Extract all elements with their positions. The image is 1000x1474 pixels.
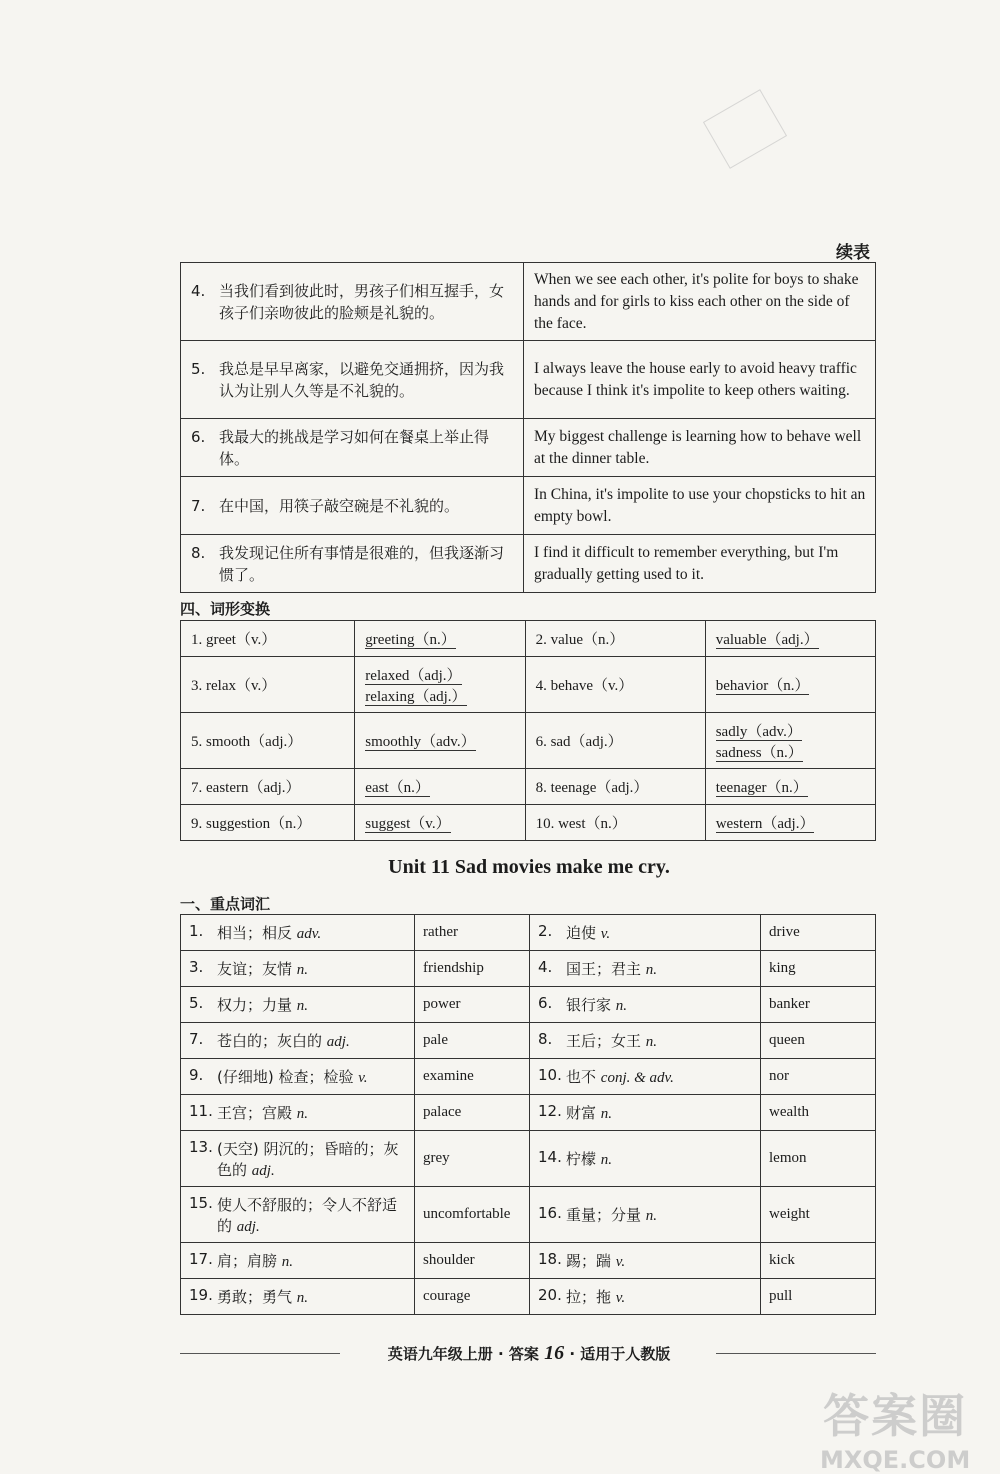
vocabulary-title: 一、重点词汇 <box>180 895 271 913</box>
word-forms-title: 四、词形变换 <box>180 600 271 618</box>
vocab-meaning-text: 王宫；宫殿 <box>217 1104 293 1122</box>
sentence-chinese-text: 我总是早早离家，以避免交通拥挤，因为我认为让别人久等是不礼貌的。 <box>219 359 505 400</box>
vocab-english: pull <box>761 1279 876 1315</box>
word-form-answer-cell <box>705 769 875 805</box>
corner-stamp <box>703 89 787 169</box>
vocab-english: grey <box>415 1131 530 1187</box>
vocab-meaning <box>566 1286 625 1307</box>
vocab-number: 19. <box>189 1286 213 1304</box>
part-of-speech: n. <box>296 1106 309 1122</box>
vocab-chinese <box>538 1066 752 1087</box>
vocab-chinese-cell <box>181 1279 415 1315</box>
part-of-speech: n. <box>600 1152 613 1168</box>
word-form-answer-cell <box>355 621 525 657</box>
vocab-number: 3. <box>189 958 204 976</box>
vocab-row <box>181 1243 876 1279</box>
part-of-speech: n. <box>600 1106 613 1122</box>
vocab-english: queen <box>761 1023 876 1059</box>
vocab-number: 2. <box>538 922 553 940</box>
word-form-row <box>181 805 876 841</box>
answer-text: western（adj.） <box>715 816 815 832</box>
answer-text: smoothly（adv.） <box>365 734 476 750</box>
vocab-english: lemon <box>761 1131 876 1187</box>
vocab-meaning-text: 财富 <box>566 1104 597 1122</box>
word-form-answer <box>365 685 514 706</box>
vocab-chinese-cell <box>530 987 761 1023</box>
vocab-meaning <box>217 994 308 1015</box>
vocab-chinese-cell <box>181 951 415 987</box>
sentence-chinese-text: 当我们看到彼此时，男孩子们相互握手，女孩子们亲吻彼此的脸颊是礼貌的。 <box>219 281 505 322</box>
vocab-chinese-cell <box>530 1023 761 1059</box>
page-footer <box>0 1342 1000 1365</box>
sentence-chinese <box>191 542 515 586</box>
vocab-meaning-text: 友谊；友情 <box>217 960 293 978</box>
vocab-meaning-text: 迫使 <box>566 924 597 942</box>
footer-edition: · 适用于人教版 <box>569 1345 671 1363</box>
vocab-english: uncomfortable <box>415 1187 530 1243</box>
sentence-row <box>181 419 876 477</box>
word-form-answer <box>716 674 865 695</box>
sentence-chinese-cell <box>181 477 524 535</box>
sentence-number: 4. <box>191 281 206 300</box>
answer-text: sadly（adv.） <box>715 723 802 740</box>
word-form-question: 8. teenage（adj.） <box>525 769 705 805</box>
vocab-english: power <box>415 987 530 1023</box>
vocab-number: 18. <box>538 1250 562 1268</box>
word-form-question: 7. eastern（adj.） <box>181 769 355 805</box>
sentence-table <box>180 262 876 593</box>
sentence-english-cell <box>524 341 876 419</box>
word-form-answer <box>716 741 865 762</box>
part-of-speech: adv. <box>296 926 322 942</box>
vocab-english: nor <box>761 1059 876 1095</box>
word-form-answer <box>365 664 514 685</box>
vocab-row <box>181 951 876 987</box>
sentence-chinese-text: 在中国，用筷子敲空碗是不礼貌的。 <box>219 496 460 515</box>
part-of-speech: n. <box>296 962 309 978</box>
word-form-question: 5. smooth（adj.） <box>181 713 355 769</box>
sentence-chinese-text: 我最大的挑战是学习如何在餐桌上举止得体。 <box>219 427 490 468</box>
vocab-chinese <box>189 1030 406 1051</box>
word-form-answer <box>365 812 514 833</box>
sentence-english-text: My biggest challenge is learning how to behave well at the dinner table. <box>534 427 862 467</box>
vocab-meaning <box>217 1030 350 1051</box>
word-form-answer <box>365 776 514 797</box>
vocab-english: banker <box>761 987 876 1023</box>
vocab-meaning-text: 相当；相反 <box>217 924 293 942</box>
vocab-meaning <box>217 1066 368 1087</box>
vocab-meaning <box>566 958 657 979</box>
answer-text: relaxed（adj.） <box>365 667 462 684</box>
sentence-chinese <box>191 280 515 324</box>
vocab-chinese <box>538 1102 752 1123</box>
vocab-meaning <box>217 1286 308 1307</box>
vocab-chinese <box>189 1138 406 1180</box>
footer-book-title: 英语九年级上册 · 答案 <box>387 1345 539 1363</box>
part-of-speech: n. <box>296 1290 309 1306</box>
vocab-meaning <box>217 922 321 943</box>
vocab-number: 1. <box>189 922 204 940</box>
watermark-url: MXQE.COM <box>820 1446 971 1474</box>
word-form-row <box>181 621 876 657</box>
vocab-chinese-cell <box>181 987 415 1023</box>
sentence-row <box>181 535 876 593</box>
watermark-text: 答案圈 <box>823 1389 968 1443</box>
vocab-english: wealth <box>761 1095 876 1131</box>
vocab-meaning-text: 拉；拖 <box>566 1288 612 1306</box>
sentence-row <box>181 477 876 535</box>
sentence-chinese-cell <box>181 419 524 477</box>
vocab-chinese-cell <box>181 1187 415 1243</box>
vocab-number: 4. <box>538 958 553 976</box>
vocab-chinese <box>538 1148 752 1169</box>
answer-text: valuable（adj.） <box>715 632 819 648</box>
sentence-chinese-cell <box>181 535 524 593</box>
vocab-chinese <box>538 1030 752 1051</box>
part-of-speech: adj. <box>236 1218 260 1235</box>
vocab-chinese-cell <box>181 1023 415 1059</box>
part-of-speech: n. <box>645 1208 658 1224</box>
sentence-row <box>181 341 876 419</box>
vocab-chinese <box>538 1286 752 1307</box>
vocab-meaning <box>566 1148 612 1169</box>
vocab-chinese-cell <box>181 1095 415 1131</box>
vocab-number: 8. <box>538 1030 553 1048</box>
answer-text: east（n.） <box>365 780 430 796</box>
vocab-number: 13. <box>189 1137 213 1156</box>
vocab-english: pale <box>415 1023 530 1059</box>
vocab-chinese-cell <box>530 1095 761 1131</box>
vocab-english: palace <box>415 1095 530 1131</box>
vocab-chinese-cell <box>530 1059 761 1095</box>
word-form-answer <box>716 628 865 649</box>
vocab-meaning-text: 也不 <box>566 1068 597 1086</box>
word-form-answer-cell <box>705 621 875 657</box>
vocab-meaning <box>566 1102 612 1123</box>
vocab-number: 15. <box>189 1193 213 1212</box>
vocab-chinese <box>189 1250 406 1271</box>
sentence-number: 7. <box>191 496 206 515</box>
vocab-number: 6. <box>538 994 553 1012</box>
vocab-chinese-cell <box>181 1059 415 1095</box>
sentence-english-text: I find it difficult to remember everything, but I'm gradually getting used to it. <box>534 543 839 583</box>
vocab-english: shoulder <box>415 1243 530 1279</box>
sentence-chinese <box>191 426 515 470</box>
vocab-chinese-cell <box>530 951 761 987</box>
vocab-number: 16. <box>538 1204 562 1222</box>
word-forms-table <box>180 620 876 841</box>
vocab-row <box>181 1131 876 1187</box>
vocab-number: 10. <box>538 1066 562 1084</box>
vocabulary-table <box>180 914 876 1315</box>
vocab-chinese <box>189 1286 406 1307</box>
vocab-row <box>181 1187 876 1243</box>
word-form-question: 4. behave（v.） <box>525 657 705 713</box>
vocab-number: 17. <box>189 1250 213 1268</box>
part-of-speech: v. <box>615 1254 626 1270</box>
vocab-number: 5. <box>189 994 204 1012</box>
vocab-meaning-text: 权力；力量 <box>217 996 293 1014</box>
vocab-chinese <box>538 922 752 943</box>
vocab-chinese <box>189 1066 406 1087</box>
word-form-answer-cell <box>355 713 525 769</box>
word-form-row <box>181 713 876 769</box>
watermark-logo <box>820 1380 970 1474</box>
vocab-english: friendship <box>415 951 530 987</box>
word-form-answer <box>365 628 514 649</box>
sentence-chinese-cell <box>181 341 524 419</box>
vocab-meaning <box>217 1102 308 1123</box>
sentence-number: 8. <box>191 543 206 562</box>
vocab-row <box>181 1059 876 1095</box>
vocab-chinese <box>189 922 406 943</box>
vocab-meaning-text: 踢；踹 <box>566 1252 612 1270</box>
vocab-chinese-cell <box>181 915 415 951</box>
vocab-english: examine <box>415 1059 530 1095</box>
vocab-chinese <box>538 1250 752 1271</box>
part-of-speech: n. <box>281 1254 294 1270</box>
answer-text: relaxing（adj.） <box>365 688 467 705</box>
answer-text: teenager（n.） <box>715 780 808 796</box>
vocab-number: 7. <box>189 1030 204 1048</box>
vocab-chinese-cell <box>181 1131 415 1187</box>
sentence-english-text: I always leave the house early to avoid heavy traffic because I think it's impolite to keep others waiting. <box>534 359 857 399</box>
word-form-question: 6. sad（adj.） <box>525 713 705 769</box>
vocab-chinese-cell <box>530 1243 761 1279</box>
vocab-meaning <box>217 1138 406 1180</box>
vocab-meaning-text: 王后；女王 <box>566 1032 642 1050</box>
sentence-english-cell <box>524 263 876 341</box>
vocab-number: 20. <box>538 1286 562 1304</box>
vocab-english: rather <box>415 915 530 951</box>
word-form-row <box>181 769 876 805</box>
vocab-english: king <box>761 951 876 987</box>
vocab-english: weight <box>761 1187 876 1243</box>
vocab-number: 14. <box>538 1148 562 1166</box>
vocab-chinese <box>538 958 752 979</box>
vocab-meaning <box>217 1194 406 1236</box>
word-form-answer <box>716 776 865 797</box>
vocab-number: 12. <box>538 1102 562 1120</box>
sentence-chinese-text: 我发现记住所有事情是很难的，但我逐渐习惯了。 <box>219 543 505 584</box>
word-form-answer-cell <box>705 657 875 713</box>
sentence-row <box>181 263 876 341</box>
vocab-meaning <box>566 922 610 943</box>
vocab-row <box>181 1095 876 1131</box>
answer-text: greeting（n.） <box>365 632 456 648</box>
vocab-chinese <box>189 958 406 979</box>
vocab-number: 9. <box>189 1066 204 1084</box>
unit-title: Unit 11 Sad movies make me cry. <box>388 856 670 878</box>
vocab-number: 11. <box>189 1102 213 1120</box>
vocab-meaning-text: 柠檬 <box>566 1150 597 1168</box>
part-of-speech: n. <box>296 998 309 1014</box>
vocab-meaning-text: 使人不舒服的；令人不舒适的 <box>217 1195 398 1235</box>
vocab-meaning <box>566 994 627 1015</box>
vocab-meaning <box>566 1250 625 1271</box>
word-form-answer-cell <box>355 657 525 713</box>
vocab-chinese-cell <box>181 1243 415 1279</box>
vocab-meaning-text: 银行家 <box>566 996 612 1014</box>
sentence-chinese <box>191 358 515 402</box>
page-number: 16 <box>544 1342 565 1364</box>
word-form-answer-cell <box>705 805 875 841</box>
word-form-answer-cell <box>705 713 875 769</box>
sentence-number: 6. <box>191 427 206 446</box>
part-of-speech: v. <box>600 926 611 942</box>
vocab-meaning-text: 重量；分量 <box>566 1206 642 1224</box>
word-form-question: 2. value（n.） <box>525 621 705 657</box>
word-form-answer <box>716 720 865 741</box>
vocab-meaning-text: 肩；肩膀 <box>217 1252 278 1270</box>
sentence-english-text: When we see each other, it's polite for boys to shake hands and for girls to kiss each other on the side of the face. <box>534 270 859 332</box>
part-of-speech: v. <box>615 1290 626 1306</box>
sentence-english-cell <box>524 477 876 535</box>
answer-text: suggest（v.） <box>365 816 451 832</box>
part-of-speech: conj. & adv. <box>600 1070 674 1086</box>
vocab-meaning <box>217 958 308 979</box>
part-of-speech: n. <box>615 998 628 1014</box>
vocab-meaning <box>217 1250 293 1271</box>
word-form-question: 1. greet（v.） <box>181 621 355 657</box>
word-form-row <box>181 657 876 713</box>
vocab-english: drive <box>761 915 876 951</box>
vocab-row <box>181 987 876 1023</box>
sentence-english-text: In China, it's impolite to use your chopsticks to hit an empty bowl. <box>534 485 866 525</box>
vocab-row <box>181 1279 876 1315</box>
vocab-meaning-text: 苍白的；灰白的 <box>217 1032 323 1050</box>
word-form-question: 3. relax（v.） <box>181 657 355 713</box>
vocab-meaning-text: 国王；君主 <box>566 960 642 978</box>
vocab-meaning-text: (天空) 阴沉的；昏暗的；灰色的 <box>217 1139 399 1179</box>
vocab-meaning <box>566 1204 657 1225</box>
vocab-row <box>181 1023 876 1059</box>
sentence-english-cell <box>524 535 876 593</box>
vocab-row <box>181 915 876 951</box>
word-form-question: 9. suggestion（n.） <box>181 805 355 841</box>
word-form-answer-cell <box>355 769 525 805</box>
vocab-english: kick <box>761 1243 876 1279</box>
vocab-meaning-text: 勇敢；勇气 <box>217 1288 293 1306</box>
part-of-speech: adj. <box>326 1034 350 1050</box>
vocab-chinese <box>189 1194 406 1236</box>
vocab-english: courage <box>415 1279 530 1315</box>
answer-text: behavior（n.） <box>715 678 810 694</box>
vocab-chinese <box>538 994 752 1015</box>
part-of-speech: n. <box>645 962 658 978</box>
word-form-question: 10. west（n.） <box>525 805 705 841</box>
continued-label: 续表 <box>836 243 870 263</box>
part-of-speech: n. <box>645 1034 658 1050</box>
sentence-chinese-cell <box>181 263 524 341</box>
word-form-answer-cell <box>355 805 525 841</box>
part-of-speech: v. <box>358 1070 368 1086</box>
vocab-meaning <box>566 1030 657 1051</box>
word-form-answer <box>365 730 514 751</box>
sentence-number: 5. <box>191 359 206 378</box>
vocab-chinese-cell <box>530 1279 761 1315</box>
sentence-chinese <box>191 495 515 517</box>
vocab-meaning-text: (仔细地) 检查；检验 <box>217 1068 354 1086</box>
vocab-chinese-cell <box>530 1131 761 1187</box>
vocab-chinese-cell <box>530 915 761 951</box>
vocab-chinese <box>189 1102 406 1123</box>
sentence-english-cell <box>524 419 876 477</box>
vocab-chinese-cell <box>530 1187 761 1243</box>
word-form-answer <box>716 812 865 833</box>
answer-text: sadness（n.） <box>715 744 803 761</box>
part-of-speech: adj. <box>251 1162 275 1179</box>
vocab-chinese <box>538 1204 752 1225</box>
vocab-chinese <box>189 994 406 1015</box>
vocab-meaning <box>566 1066 674 1087</box>
